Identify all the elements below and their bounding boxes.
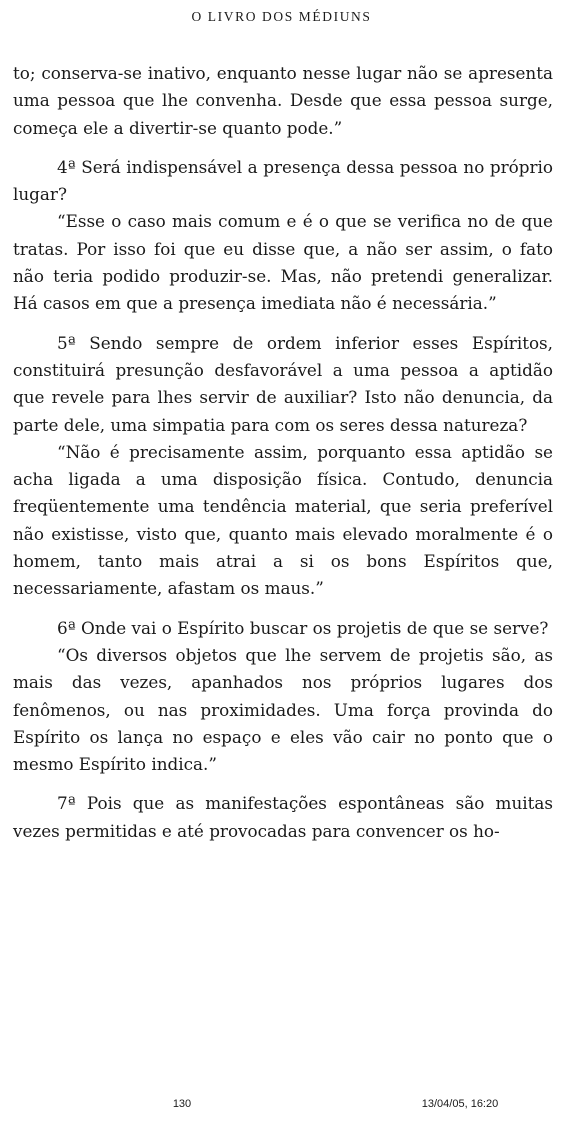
question-4: 4ª Será indispensável a presença dessa pessoa no próprio lugar? xyxy=(13,156,553,205)
question-6: 6ª Onde vai o Espírito buscar os projetis de que se serve? xyxy=(57,617,549,638)
answer-6: “Os diversos objetos que lhe servem de projetis são, as mais das vezes, apanhados nos próprios lugares dos fenômenos, ou nas proximidades. Uma força provinda do Espírito os lança no espaço e eles vão cair no ponto que o mesmo Espírito indica.” xyxy=(13,644,553,775)
answer-4: “Esse o caso mais comum e é o que se verifica no de que tratas. Por isso foi que eu disse que, a não ser assim, o fato não teria podido produzir-se. Mas, não pretendi generalizar. Há casos em que a presença imediata não é necessária.” xyxy=(13,211,553,314)
answer-5: “Não é precisamente assim, porquanto essa aptidão se acha ligada a uma disposição física. Contudo, denuncia freqüentemente uma tendência material, que seria preferível não existisse, visto que, quanto mais elevado moralmente é o homem, tanto mais atrai a si os bons Espíritos que, necessariamente, afastam os maus.” xyxy=(13,441,553,599)
paragraph-continuation: to; conserva-se inativo, enquanto nesse lugar não se apresenta uma pessoa que lhe convenha. Desde que essa pessoa surge, começa ele a divertir-se quanto pode.” xyxy=(13,63,553,138)
page-number: 130 xyxy=(172,1098,192,1110)
page-body xyxy=(13,60,553,845)
question-5: 5ª Sendo sempre de ordem inferior esses Espíritos, constituirá presunção desfavorável a uma pessoa a aptidão que revele para lhes servir de auxiliar? Isto não denuncia, da parte dele, uma simpatia para com os seres dessa natureza? xyxy=(13,332,553,435)
question-7: 7ª Pois que as manifestações espontâneas são muitas vezes permitidas e até provocadas para convencer os ho- xyxy=(13,793,553,841)
print-timestamp: 13/04/05, 16:20 xyxy=(421,1098,499,1110)
running-header: O LIVRO DOS MÉDIUNS xyxy=(191,9,372,24)
